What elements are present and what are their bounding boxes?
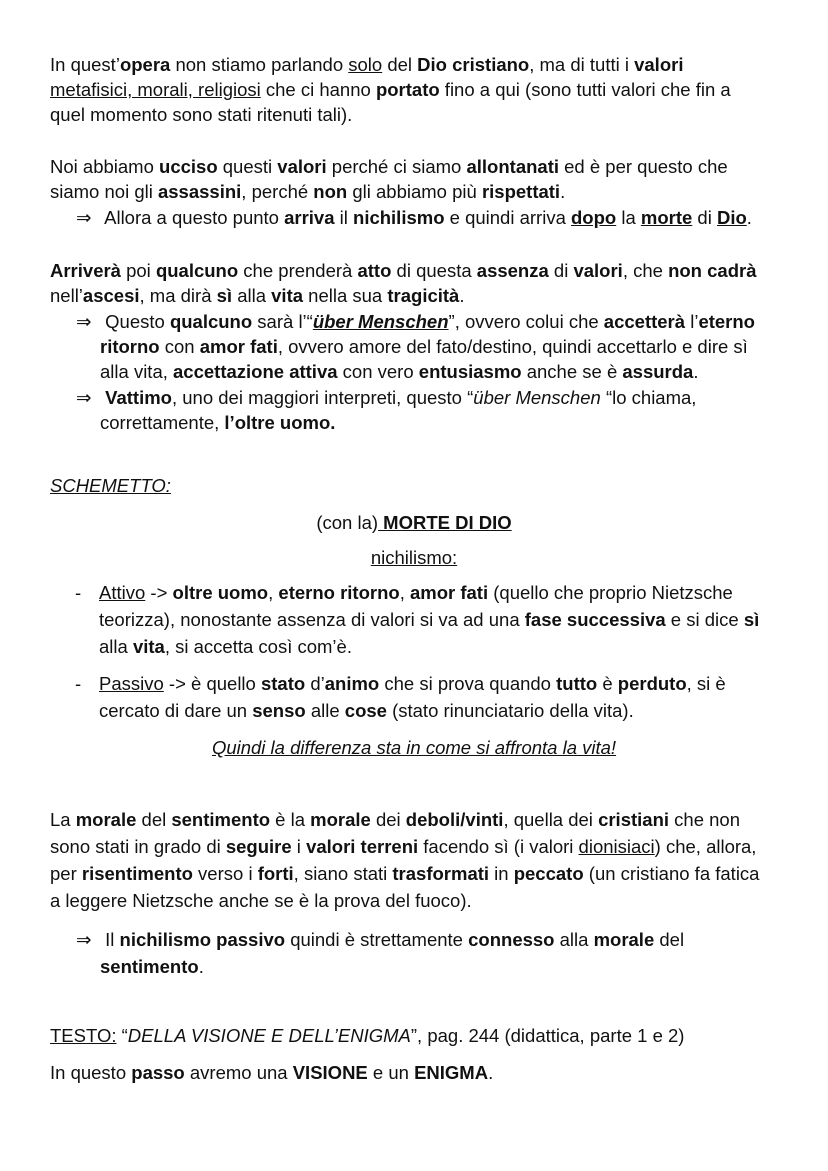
paragraph-opera: In quest’opera non stiamo parlando solo del Dio cristiano, ma di tutti i valori metafisici, morali, religiosi che ci hanno portato fino a qui (sono tutti valori che fin a quel momento sono stati ritenuti tali). (50, 54, 731, 125)
schemetto-heading: SCHEMETTO: (50, 475, 171, 496)
paragraph-morale: La morale del sentimento è la morale dei deboli/vinti, quella dei cristiani che non sono stati in grado di seguire i valori terreni facendo sì (i valori dionisiaci) che, allora, per risentimento verso i forti, siano stati trasformati in peccato (un cristiano fa fatica a leggere Nietzsche anche se è la prova del fuoco). (50, 809, 760, 911)
double-arrow-icon: ⇒ (76, 207, 92, 228)
list-item-passivo: - Passivo -> è quello stato d’animo che si prova quando tutto è perduto, si è cercato di dare un senso alle cose (stato rinunciatario della vita). (75, 670, 787, 724)
nichilismo-heading: nichilismo: (370, 547, 458, 568)
arrow-item-nichilismo-passivo: ⇒ Il nichilismo passivo quindi è strettamente connesso alla morale del sentimento. (76, 926, 788, 980)
dash-bullet: - (75, 673, 82, 694)
testo-line: TESTO: “DELLA VISIONE E DELL’ENIGMA”, pag. 244 (didattica, parte 1 e 2) (50, 1025, 685, 1046)
conclusion-line: Quindi la differenza sta in come si affronta la vita! (211, 737, 617, 758)
arrow-item-vattimo: ⇒ Vattimo, uno dei maggiori interpreti, questo “über Menschen “lo chiama, correttamente, l’oltre uomo. (76, 387, 697, 433)
dash-bullet: - (75, 582, 82, 603)
double-arrow-icon: ⇒ (76, 311, 92, 332)
arrow-item-uber-menschen: ⇒ Questo qualcuno sarà l’“über Menschen”, ovvero colui che accetterà l’eterno ritorno con amor fati, ovvero amore del fato/destino, quindi accettarlo e dire sì alla vita, accettazione attiva con vero entusiasmo anche se è assurda. (76, 311, 755, 382)
paragraph-ucciso: Noi abbiamo ucciso questi valori perché ci siamo allontanati ed è per questo che siamo noi gli assassini, perché non gli abbiamo più rispettati. (50, 156, 728, 202)
last-line: In questo passo avremo una VISIONE e un ENIGMA. (50, 1062, 494, 1083)
arrow-item-nichilismo: ⇒ Allora a questo punto arriva il nichilismo e quindi arriva dopo la morte di Dio. (76, 207, 752, 228)
paragraph-arrivera: Arriverà poi qualcuno che prenderà atto di questa assenza di valori, che non cadrà nell’ascesi, ma dirà sì alla vita nella sua tragicità. (50, 260, 757, 306)
list-item-attivo: - Attivo -> oltre uomo, eterno ritorno, amor fati (quello che proprio Nietzsche teorizza), nonostante assenza di valori si va ad una fase successiva e si dice sì alla vita, si accetta così com’è. (75, 579, 787, 660)
double-arrow-icon: ⇒ (76, 387, 92, 408)
double-arrow-icon: ⇒ (76, 929, 92, 950)
morte-di-dio-heading: (con la) MORTE DI DIO (316, 512, 512, 533)
